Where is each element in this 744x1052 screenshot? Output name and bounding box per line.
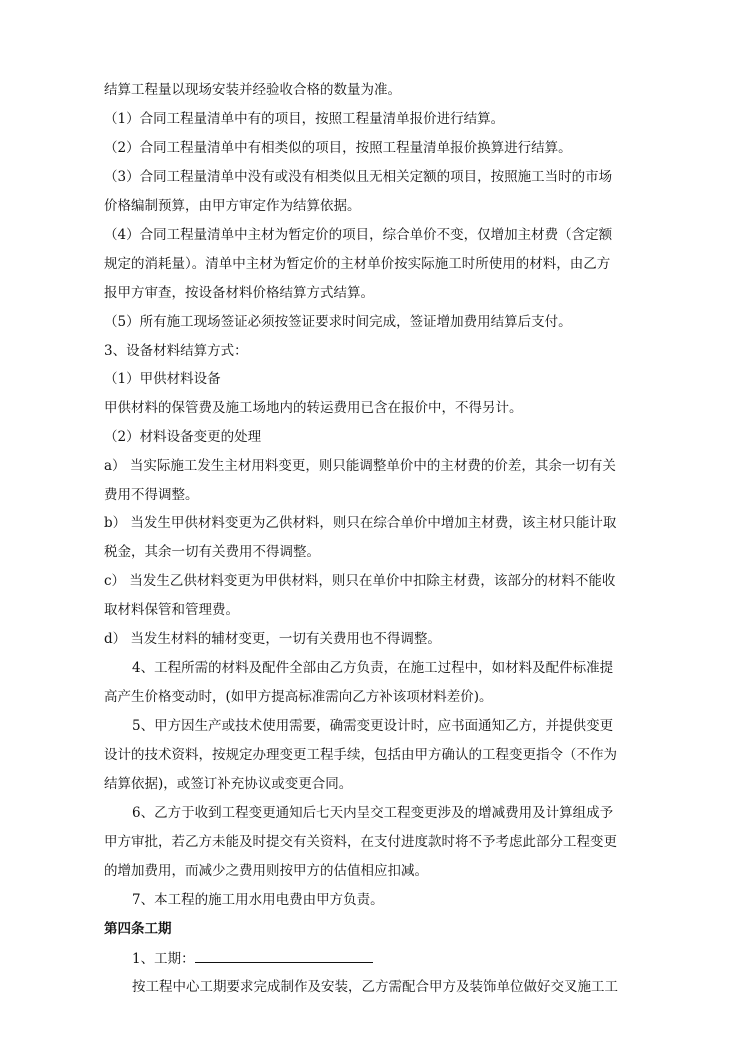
text-line: b） 当发生甲供材料变更为乙供材料，则只在综合单价中增加主材费，该主材只能计取 xyxy=(104,515,617,531)
text-line: 取材料保管和管理费。 xyxy=(104,602,239,618)
text-line: d） 当发生材料的辅材变更，一切有关费用也不得调整。 xyxy=(104,631,441,647)
text-line: 按工程中心工期要求完成制作及安装，乙方需配合甲方及装饰单位做好交叉施工工 xyxy=(132,979,618,995)
text-line: 高产生价格变动时，(如甲方提高标准需向乙方补该项材料差价)。 xyxy=(104,689,493,705)
text-line: 7、本工程的施工用水用电费由甲方负责。 xyxy=(132,892,384,908)
article-heading: 第四条工期 xyxy=(104,921,172,937)
text-line: 6、乙方于收到工程变更通知后七天内呈交工程变更涉及的增减费用及计算组成予 xyxy=(132,805,614,821)
text-line: 结算依据)，或签订补充协议或变更合同。 xyxy=(104,776,353,792)
text-line: 的增加费用，而减少之费用则按甲方的估值相应扣减。 xyxy=(104,863,428,879)
text-line: 税金，其余一切有关费用不得调整。 xyxy=(104,544,320,560)
text-line: 规定的消耗量）。清单中主材为暂定价的主材单价按实际施工时所使用的材料，由乙方 xyxy=(104,256,611,272)
text-line: （5）所有施工现场签证必须按签证要求时间完成，签证增加费用结算后支付。 xyxy=(104,314,572,330)
blank-underline xyxy=(195,948,373,963)
text-line: （4）合同工程量清单中主材为暂定价的项目，综合单价不变，仅增加主材费（含定额 xyxy=(104,227,613,243)
text-line: 4、工程所需的材料及配件全部由乙方负责，在施工过程中，如材料及配件标准提 xyxy=(132,660,614,676)
text-line: （2）合同工程量清单中有相类似的项目，按照工程量清单报价换算进行结算。 xyxy=(104,140,572,156)
text-line: （3）合同工程量清单中没有或没有相类似且无相关定额的项目，按照施工当时的市场 xyxy=(104,169,613,185)
text-line: 设计的技术资料，按规定办理变更工程手续，包括由甲方确认的工程变更指令（不作为 xyxy=(104,747,617,763)
text-line: c） 当发生乙供材料变更为甲供材料，则只在单价中扣除主材费，该部分的材料不能收 xyxy=(104,573,616,589)
text-line: 甲供材料的保管费及施工场地内的转运费用已含在报价中，不得另计。 xyxy=(104,400,523,416)
text-line: a） 当实际施工发生主材用料变更，则只能调整单价中的主材费的价差，其余一切有关 xyxy=(104,458,616,474)
text-line: （2）材料设备变更的处理 xyxy=(104,429,262,445)
text-line: 价格编制预算，由甲方审定作为结算依据。 xyxy=(104,198,361,214)
text-line: 报甲方审查，按设备材料价格结算方式结算。 xyxy=(104,285,374,301)
section-heading: 3、设备材料结算方式： xyxy=(104,343,248,359)
schedule-label: 1、工期： xyxy=(132,951,195,967)
text-line: （1）甲供材料设备 xyxy=(104,371,221,387)
text-line: 费用不得调整。 xyxy=(104,487,199,503)
schedule-line xyxy=(132,948,373,969)
text-line: 甲方审批，若乙方未能及时提交有关资料，在支付进度款时将不予考虑此部分工程变更 xyxy=(104,834,617,850)
text-line: 5、甲方因生产或技术使用需要，确需变更设计时，应书面通知乙方，并提供变更 xyxy=(132,718,614,734)
text-line: （1）合同工程量清单中有的项目，按照工程量清单报价进行结算。 xyxy=(104,111,505,127)
text-line: 结算工程量以现场安装并经验收合格的数量为准。 xyxy=(104,82,401,98)
